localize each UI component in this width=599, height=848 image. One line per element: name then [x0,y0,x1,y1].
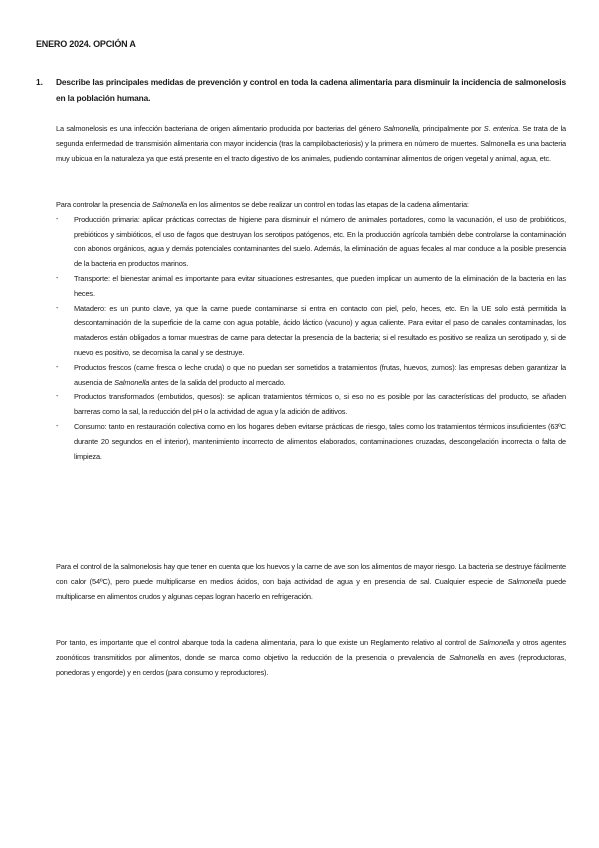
paragraph-intro [56,122,566,166]
list-item [56,213,566,272]
para4-text-b: y otros agentes zoonóticos transmitidos por alimentos, donde se marca como objetivo la reducción de la presencia o prevalencia de [56,638,566,662]
para1-italic-species: S. enterica [483,124,519,133]
bullet-marker: - [56,393,59,401]
list-item [56,302,566,361]
bullet-marker: - [56,422,59,430]
list-item-text: Transporte: el bienestar animal es importante para evitar situaciones estresantes, que pueden implicar un aumento de la eliminación de la bacteria en las heces. [74,273,566,298]
paragraph-control [56,198,566,464]
para1-italic-genus: Salmonella, [383,124,421,133]
para3-text-a: Para el control de la salmonelosis hay que tener en cuenta que los huevos y la carne de ave son los alimentos de mayor riesgo. La bacteria se destruye fácilmente con calor (54ºC), pero puede multiplicarse en medios ácidos, con baja actividad de agua y en presencia de sal. Cualquier especie de [56,562,566,586]
list-item-text: Consumo: tanto en restauración colectiva como en los hogares deben evitarse prácticas de riesgo, tales como los tratamientos térmicos insuficientes (63ºC durante 20 segundos en el interior), mantenimiento incorrecto de alimentos elaborados, contaminaciones cruzadas, descongelación incorrecta o falta de limpieza. [74,421,566,461]
list-item [56,272,566,302]
bullet-marker: - [56,274,59,282]
control-stages-list [56,213,566,465]
para1-text-b: principalmente por [420,124,484,133]
list-item-text: Matadero: es un punto clave, ya que la carne puede contaminarse si entra en contacto con piel, pelo, heces, etc. En la UE solo está permitida la descontaminación de la superficie de la carne con agua potable, ácido láctico (vacuno) y agua caliente. Para evitar el paso de canales contaminadas, los mataderos están obligados a tomar muestras de carne para detectar la presencia de la bacteria; si el resultado es positivo se realiza un serotipado y, si de nuevo es positivo, se decomisa la canal y se destruye. [74,303,566,357]
list-item-text: Productos transformados (embutidos, quesos): se aplican tratamientos térmicos o, si eso no es posible por las características del producto, se añaden barreras como la sal, la reducción del pH o la actividad de agua y la adición de aditivos. [74,392,566,417]
para1-text-a: La salmonelosis es una infección bacteriana de origen alimentario producida por bacterias del género [56,124,384,133]
para3-italic: Salmonella [507,576,543,586]
question-number: 1. [36,77,43,87]
para2-text-b: en los alimentos se debe realizar un control en todas las etapas de la cadena alimentaria: [187,200,469,209]
paragraph-conclusion [56,636,566,680]
para4-italic-2: Salmonella [449,652,485,662]
list-item [56,361,566,391]
para2-italic: Salmonella [152,200,188,209]
question-text: Describe las principales medidas de prevención y control en toda la cadena alimentaria para disminuir la incidencia de salmonelosis en la población humana. [56,77,566,103]
exam-heading: ENERO 2024. OPCIÓN A [36,39,136,49]
list-item-text: Productos frescos (carne fresca o leche cruda) o que no puedan ser sometidos a tratamientos (frutas, huevos, zumos): las empresas deben garantizar la ausencia de [74,362,566,387]
list-item-text: Producción primaria: aplicar prácticas correctas de higiene para disminuir el número de animales portadores, como la vacunación, el uso de probióticos, prebióticos y simbióticos, el uso de fagos que destruyan los serotipos patógenos, etc. En la producción agrícola también debe controlarse la contaminación con abonos orgánicos, agua y demás potenciales contaminantes del suelo. Además, la eliminación de aguas fecales al mar conduce a la posible presencia de la bacteria en productos marinos. [74,214,566,269]
para2-text-a: Para controlar la presencia de [56,200,153,209]
para4-text-c: en aves (reproductoras, ponedoras y engorde) y en cerdos (para consumo y reproductores). [56,652,566,677]
para1-text-c: . Se trata de la segunda enfermedad de transmisión alimentaria con mayor incidencia (tras la campilobacteriosis) y la primera en número de muertes. Salmonella es una bacteria muy ubicua en la naturaleza ya que está presente en el tracto digestivo de los animales, pudiendo contaminar alimentos de origen vegetal y animal, agua, etc. [56,124,566,163]
list-item-text: antes de la salida del producto al mercado. [149,377,286,387]
list-item [56,420,566,464]
bullet-marker: - [56,363,59,371]
para4-text-a: Por tanto, es importante que el control abarque toda la cadena alimentaria, para lo que existe un Reglamento relativo al control de [56,638,479,647]
bullet-marker: - [56,304,59,312]
para4-italic-1: Salmonella [478,638,514,647]
para3-text-b: puede multiplicarse en alimentos crudos y algunas cepas logran hacerlo en refrigeración. [56,576,566,601]
list-item [56,390,566,420]
bullet-marker: - [56,215,59,223]
list-item-italic: Salmonella [114,377,150,387]
paragraph-risk [56,560,566,604]
